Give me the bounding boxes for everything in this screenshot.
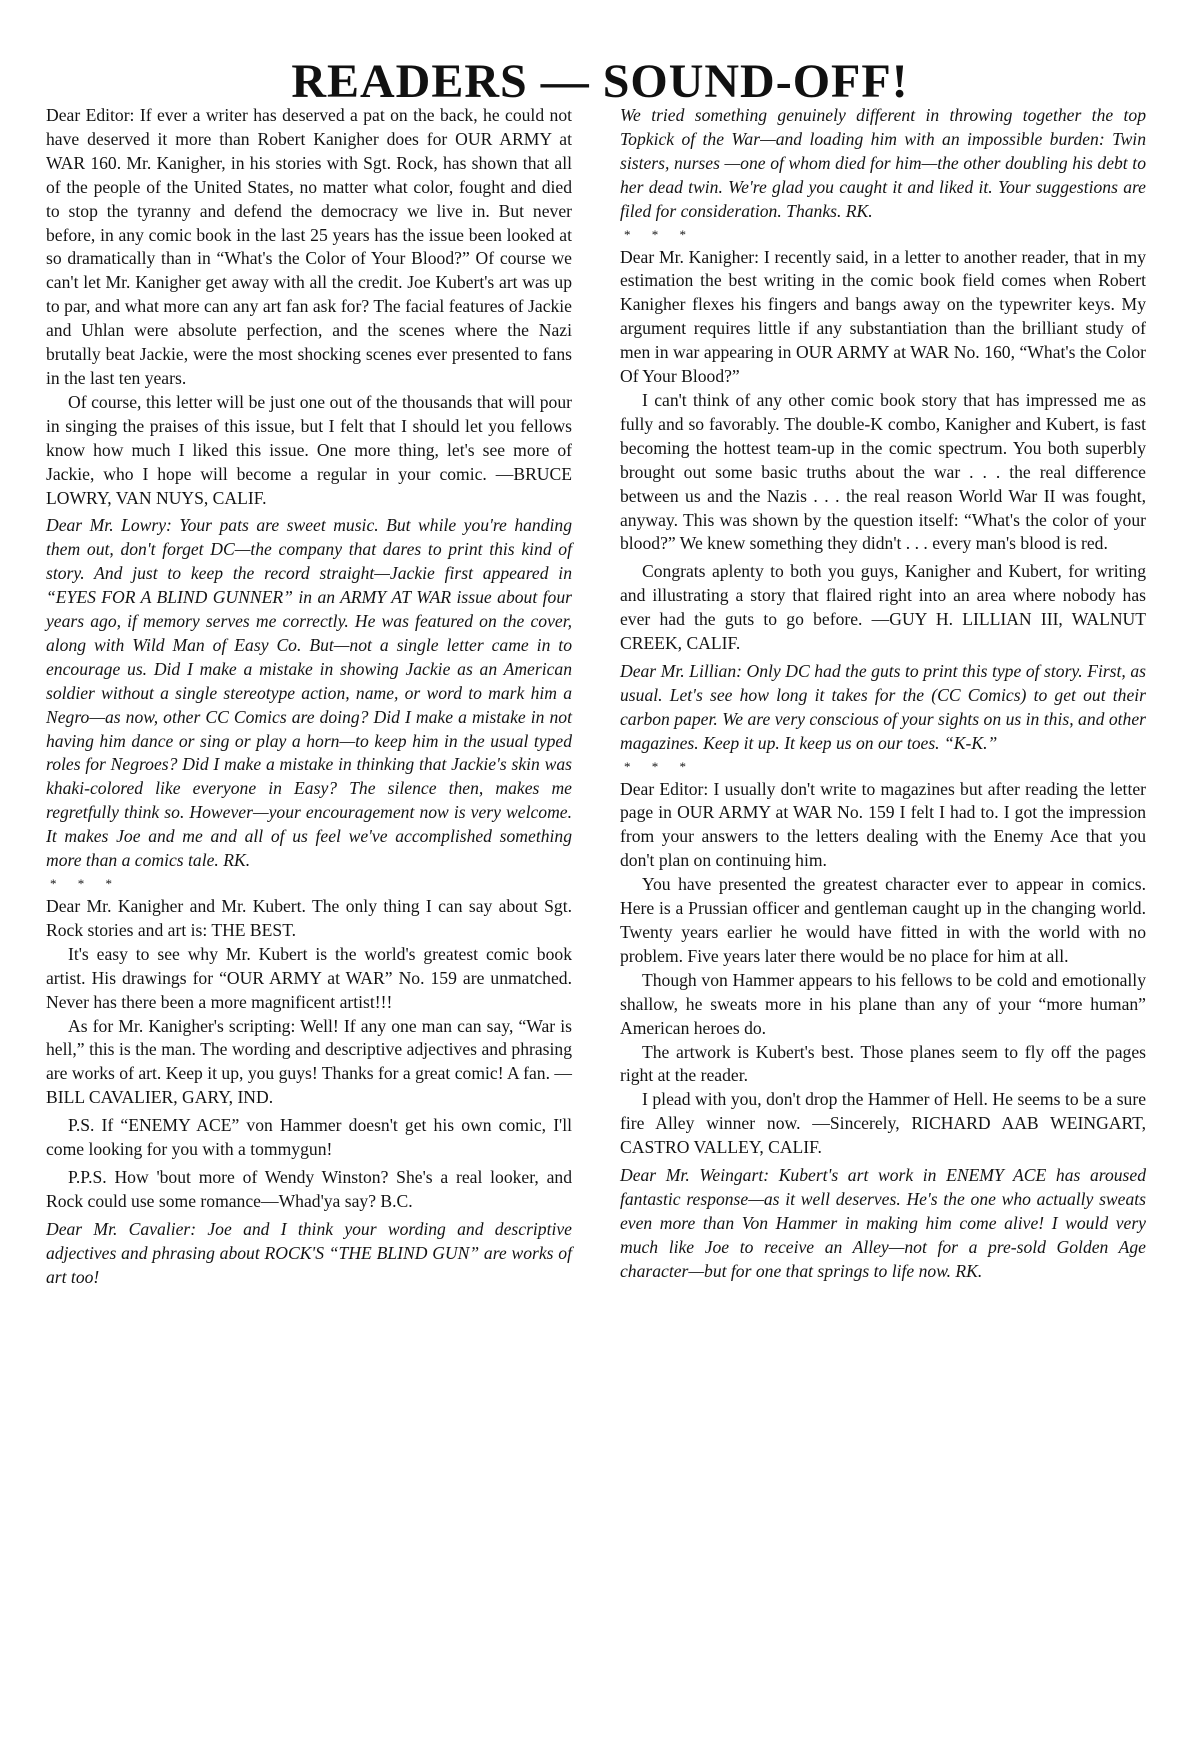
right-column <box>620 104 1146 1284</box>
letter-paragraph: Congrats aplenty to both you guys, Kanigher and Kubert, for writing and illustrating a story that flaired right into an area where nobody has ever had the guts to go before. —GUY H. LILLIAN III, WALNUT CREEK, CALIF. <box>620 561 1146 654</box>
letter-paragraph: As for Mr. Kanigher's scripting: Well! If any one man can say, “War is hell,” this is the man. The wording and descriptive adjectives and phrasing are works of art. Keep it up, you guys! Thanks for a great comic! A fan. —BILL CAVALIER, GARY, IND. <box>46 1015 572 1108</box>
editor-reply: Dear Mr. Lillian: Only DC had the guts to print this type of story. First, as usual. Let's see how long it takes for the (CC Comics) to get out their carbon paper. We are very conscious of your sights on us in this, and other magazines. Keep it up. It keep us on our toes. “K-K.” <box>620 660 1146 753</box>
letter-paragraph: P.P.S. How 'bout more of Wendy Winston? She's a real looker, and Rock could use some romance—Whad'ya say? B.C. <box>46 1166 572 1211</box>
letter-paragraph: I plead with you, don't drop the Hammer of Hell. He seems to be a sure fire Alley winner now. —Sincerely, RICHARD AAB WEINGART, CASTRO VALLEY, CALIF. <box>620 1089 1146 1158</box>
letter-paragraph: Dear Mr. Kanigher and Mr. Kubert. The only thing I can say about Sgt. Rock stories and art is: THE BEST. <box>46 896 572 940</box>
letter-paragraph: Though von Hammer appears to his fellows to be cold and emotionally shallow, he sweats more in his plane than any of your “more human” American heroes do. <box>620 969 1146 1038</box>
letter-paragraph: Dear Editor: I usually don't write to magazines but after reading the letter page in OUR ARMY at WAR No. 159 I felt I had to. I got the impression from your answers to the letters dealing with the Enemy Ace that you don't plan on continuing him. <box>620 778 1146 871</box>
editor-reply: Dear Mr. Cavalier: Joe and I think your wording and descriptive adjectives and phrasing about ROCK'S “THE BLIND GUN” are works of art too! <box>46 1218 572 1287</box>
letter-paragraph: Dear Mr. Kanigher: I recently said, in a letter to another reader, that in my estimation the best writing in the comic book field comes when Robert Kanigher flexes his fingers and bangs away on the typewriter keys. My argument requires little if any substantiation than the brilliant study of men in war appearing in OUR ARMY at WAR No. 160, “What's the Color Of Your Blood?” <box>620 246 1146 387</box>
left-column <box>46 104 572 1290</box>
editor-reply: Dear Mr. Weingart: Kubert's art work in ENEMY ACE has aroused fantastic response—as it well deserves. He's the one who actually sweats even more than Von Hammer in making him come alive! I would very much like Joe to receive an Alley—not for a pre-sold Golden Age character—but for one that springs to life now. RK. <box>620 1165 1146 1281</box>
letter-paragraph: Of course, this letter will be just one out of the thousands that will pour in singing the praises of this issue, but I felt that I should let you fellows know how much I liked this issue. One more thing, let's see more of Jackie, who I hope will become a regular in your comic. —BRUCE LOWRY, VAN NUYS, CALIF. <box>46 391 572 508</box>
section-separator: * * * <box>624 226 695 242</box>
section-separator: * * * <box>624 758 695 774</box>
letter-paragraph: P.S. If “ENEMY ACE” von Hammer doesn't get his own comic, I'll come looking for you with a tommygun! <box>46 1115 572 1160</box>
letter-paragraph: I can't think of any other comic book story that has impressed me as fully and so favorably. The double-K combo, Kanigher and Kubert, is fast becoming the hottest team-up in the comic spectrum. You both superbly brought out some basic truths about the war . . . the real difference between us and the Nazis . . . the real reason World War II was fought, anyway. This was shown by the question itself: “What's the color of your blood?” We knew something they didn't . . . every man's blood is red. <box>620 389 1146 554</box>
page-title: READERS — SOUND-OFF! <box>291 55 909 109</box>
letter-paragraph: It's easy to see why Mr. Kubert is the world's greatest comic book artist. His drawings for “OUR ARMY at WAR” No. 159 are unmatched. Never has there been a more magnificent artist!!! <box>46 943 572 1012</box>
editor-reply: Dear Mr. Lowry: Your pats are sweet music. But while you're handing them out, don't forget DC—the company that dares to print this kind of story. And just to keep the record straight—Jackie first appeared in “EYES FOR A BLIND GUNNER” in an ARMY AT WAR issue about four years ago, if memory serves me correctly. He was featured on the cover, along with Wild Man of Easy Co. But—not a single letter came in to encourage us. Did I make a mistake in showing Jackie as an American soldier without a single stereotype action, name, or word to mark him a Negro—as now, other CC Comics are doing? Did I make a mistake in not having him dance or sing or play a horn—to keep him in the usual typed roles for Negroes? Did I make a mistake in thinking that Jackie's skin was khaki-colored like everyone in Easy? The silence then, makes me regretfully think so. However—your encouragement now is very welcome. It makes Joe and me and all of us feel we've accomplished something more than a comics tale. RK. <box>46 515 572 871</box>
section-separator: * * * <box>50 876 121 891</box>
editor-reply: We tried something genuinely different in throwing together the top Topkick of the War—and loading him with an impossible burden: Twin sisters, nurses —one of whom died for him—the other doubling his debt to her dead twin. We're glad you caught it and liked it. Your suggestions are filed for consideration. Thanks. RK. <box>620 105 1146 221</box>
letter-paragraph: Dear Editor: If ever a writer has deserved a pat on the back, he could not have deserved it more than Robert Kanigher does for OUR ARMY at WAR 160. Mr. Kanigher, in his stories with Sgt. Rock, has shown that all of the people of the United States, no matter what color, fought and died to stop the tyranny and defend the democracy we live in. But never before, in any comic book in the last 25 years has the issue been looked at so dramatically than in “What's the Color of Your Blood?” Of course we can't let Mr. Kanigher get away with all the credit. Joe Kubert's art was up to par, and what more can any art fan ask for? The facial features of Jackie and Uhlan were absolute perfection, and the scenes where the Nazi brutally beat Jackie, were the most shocking scenes ever presented to fans in the last ten years. <box>46 105 572 388</box>
letter-paragraph: The artwork is Kubert's best. Those planes seem to fly off the pages right at the reader. <box>620 1041 1146 1086</box>
letter-paragraph: You have presented the greatest character ever to appear in comics. Here is a Prussian officer and gentleman caught up in the changing world. Twenty years earlier he would have fitted in with the world with no problem. Five years later there would be no place for him at all. <box>620 874 1146 966</box>
